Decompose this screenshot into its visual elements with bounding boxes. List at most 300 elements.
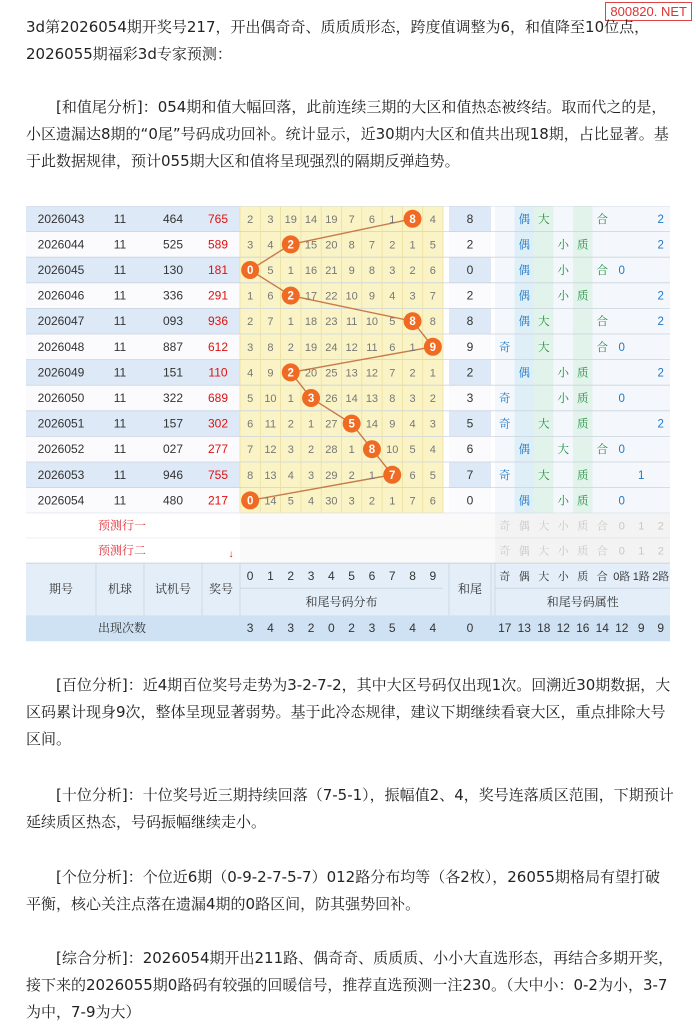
- predict-attr-placeholder: 合: [596, 545, 608, 558]
- miss-count-cell: 3: [348, 495, 355, 508]
- attr-cell: 大: [538, 316, 550, 329]
- miss-count-cell: 10: [386, 444, 399, 457]
- predict-row-label: 预测行一: [97, 518, 147, 533]
- predict-row-bg: [240, 513, 495, 538]
- miss-count-cell: 3: [287, 444, 294, 457]
- miss-count-cell: 5: [247, 393, 254, 405]
- header-attr-label: 大: [538, 571, 550, 584]
- miss-count-cell: 3: [409, 393, 416, 405]
- miss-count-cell: 8: [267, 341, 274, 354]
- miss-count-cell: 4: [307, 495, 315, 508]
- occurrence-digit-count: 2: [307, 621, 315, 636]
- header-attr-title: 和尾号码属性: [546, 595, 619, 610]
- attr-cell: 大: [538, 213, 550, 226]
- miss-count-cell: 14: [365, 418, 379, 431]
- attr-cell: 合: [596, 444, 608, 457]
- occurrence-digit-count: 0: [328, 621, 335, 636]
- miss-count-cell: 12: [345, 341, 358, 354]
- miss-count-cell: 19: [325, 213, 338, 226]
- miss-count-cell: 1: [389, 213, 396, 226]
- miss-count-cell: 13: [345, 367, 358, 380]
- occurrence-attr-count: 12: [556, 621, 570, 636]
- miss-count-cell: 12: [365, 367, 379, 380]
- occurrence-digit-count: 3: [287, 621, 295, 636]
- miss-count-cell: 6: [429, 265, 436, 277]
- attr-cell: 偶: [518, 290, 530, 303]
- machine-cell: 11: [113, 365, 127, 380]
- predict-attr-placeholder: 2: [657, 545, 664, 558]
- miss-count-cell: 3: [409, 290, 416, 303]
- miss-count-cell: 5: [287, 495, 294, 508]
- down-arrow-icon: ↓: [228, 549, 234, 561]
- occurrence-attr-count: 9: [657, 621, 665, 636]
- draw-number-cell: 589: [207, 237, 229, 252]
- attr-cell: 合: [596, 341, 608, 354]
- header-attr-label: 奇: [499, 571, 511, 584]
- occurrence-attr-count: 12: [615, 621, 629, 636]
- attr-cell: 1: [638, 469, 645, 482]
- hit-ball-digit: 8: [368, 444, 376, 457]
- occurrence-attr-count: 14: [595, 621, 609, 636]
- hit-ball-digit: 5: [348, 418, 355, 431]
- predict-attr-placeholder: 质: [577, 520, 589, 533]
- hit-ball-digit: 0: [246, 495, 254, 508]
- miss-count-cell: 16: [304, 265, 318, 277]
- miss-count-cell: 4: [287, 469, 294, 482]
- occurrence-digit-count: 5: [388, 621, 396, 636]
- period-cell: 2026051: [37, 416, 85, 431]
- sum-tail-cell: 7: [466, 467, 474, 482]
- predict-row-label: 预测行二: [97, 543, 147, 558]
- period-cell: 2026048: [37, 339, 85, 354]
- attr-cell: 大: [538, 418, 550, 431]
- header-tail: 和尾: [457, 582, 483, 597]
- miss-count-cell: 11: [366, 341, 378, 354]
- predict-attr-placeholder: 大: [538, 520, 550, 533]
- attr-cell: 2: [657, 367, 664, 380]
- occurrence-digit-count: 4: [409, 621, 416, 636]
- draw-number-cell: 302: [207, 416, 229, 431]
- miss-count-cell: 1: [389, 495, 396, 508]
- period-cell: 2026054: [37, 493, 85, 508]
- miss-count-cell: 2: [307, 444, 315, 457]
- miss-count-cell: 1: [287, 316, 294, 329]
- header-digit: 6: [368, 569, 376, 584]
- attr-cell: 小: [557, 265, 569, 277]
- attr-cell: 奇: [499, 469, 511, 482]
- attr-cell: 质: [577, 495, 589, 508]
- miss-count-cell: 13: [264, 469, 277, 482]
- miss-count-cell: 25: [325, 367, 338, 380]
- predict-attr-placeholder: 0: [618, 545, 625, 558]
- hundreds-analysis: [百位分析]：近4期百位奖号走势为3-2-7-2，其中大区号码仅出现1次。回溯近30期数据，大区码累计现身9次，整体呈现显著弱势。基于此冷态规律，建议下期继续看衰大区，重点排除大号区间。: [26, 676, 671, 748]
- attr-cell: 合: [596, 316, 608, 329]
- occurrence-digit-count: 2: [348, 621, 355, 636]
- miss-count-cell: 26: [325, 393, 338, 405]
- test-number-cell: 887: [162, 339, 184, 354]
- intro-text: [26, 14, 674, 68]
- test-number-cell: 464: [162, 211, 184, 226]
- miss-count-cell: 20: [304, 367, 318, 380]
- machine-cell: 11: [113, 263, 127, 277]
- miss-count-cell: 7: [247, 444, 254, 457]
- miss-count-cell: 9: [368, 290, 376, 303]
- miss-count-cell: 1: [409, 341, 416, 354]
- predict-attr-placeholder: 奇: [499, 545, 511, 558]
- miss-count-cell: 7: [389, 367, 396, 380]
- header-attr-label: 小: [557, 571, 569, 584]
- occurrence-attr-count: 18: [537, 621, 551, 636]
- miss-count-cell: 7: [348, 213, 355, 226]
- miss-count-cell: 11: [264, 418, 277, 431]
- intro-line-2: 2026055期福彩3d专家预测：: [26, 45, 232, 63]
- miss-count-cell: 14: [345, 393, 358, 405]
- miss-count-cell: 1: [429, 367, 436, 380]
- predict-attr-placeholder: 偶: [518, 520, 530, 533]
- miss-count-cell: 3: [247, 341, 254, 354]
- miss-count-cell: 4: [267, 239, 274, 252]
- occurrence-attr-count: 13: [517, 621, 531, 636]
- miss-count-cell: 7: [368, 239, 376, 252]
- attr-cell: 质: [577, 239, 589, 252]
- predict-attr-placeholder: 质: [577, 545, 589, 558]
- draw-number-cell: 755: [207, 467, 229, 482]
- test-number-cell: 480: [162, 493, 184, 508]
- miss-count-cell: 5: [389, 316, 396, 329]
- machine-cell: 11: [113, 288, 127, 303]
- miss-count-cell: 4: [247, 367, 254, 380]
- period-cell: 2026044: [37, 237, 85, 252]
- miss-count-cell: 3: [307, 469, 315, 482]
- sum-tail-cell: 2: [466, 237, 474, 252]
- miss-count-cell: 6: [368, 213, 376, 226]
- occurrence-attr-count: 16: [576, 621, 590, 636]
- machine-cell: 11: [113, 314, 127, 329]
- predict-attr-placeholder: 1: [638, 520, 645, 533]
- miss-count-cell: 28: [325, 444, 338, 457]
- attr-cell: 2: [657, 213, 664, 226]
- miss-count-cell: 22: [325, 290, 338, 303]
- attr-cell: 偶: [518, 239, 530, 252]
- predict-attr-placeholder: 大: [538, 545, 550, 558]
- attr-cell: 偶: [518, 213, 530, 226]
- miss-count-cell: 6: [247, 418, 254, 431]
- attr-cell: 小: [557, 290, 569, 303]
- machine-cell: 11: [113, 211, 127, 226]
- hit-ball-digit: 2: [287, 367, 294, 380]
- miss-count-cell: 5: [409, 444, 416, 457]
- header-attr-label: 偶: [518, 571, 530, 584]
- header-digit: 5: [348, 569, 355, 584]
- miss-count-cell: 6: [389, 341, 396, 354]
- attr-cell: 合: [596, 265, 608, 277]
- attr-cell: 小: [557, 239, 569, 252]
- miss-count-cell: 17: [304, 290, 318, 303]
- predict-attr-placeholder: 奇: [499, 520, 511, 533]
- miss-count-cell: 2: [348, 469, 355, 482]
- predict-row-bg: [240, 538, 495, 563]
- attr-cell: 质: [577, 290, 589, 303]
- predict-attr-placeholder: 偶: [518, 545, 530, 558]
- header-digit: 3: [307, 569, 315, 584]
- test-number-cell: 322: [162, 391, 184, 405]
- header-draw-number: 奖号: [208, 582, 234, 597]
- miss-count-cell: 10: [345, 290, 358, 303]
- trend-chart-table: [26, 206, 670, 644]
- header-digit: 7: [388, 569, 396, 584]
- header-digit: 0: [246, 569, 254, 584]
- header-digit: 2: [287, 569, 295, 584]
- header-digit: 1: [267, 569, 274, 584]
- sum-tail-analysis: [和值尾分析]：054期和值大幅回落，此前连续三期的大区和值热态被终结。取而代之的是，小区遗漏达8期的“0尾”号码成功回补。统计显示，近30期内大区和值共出现18期，占比显著。基于此数据规律，预计055期大区和值将呈现强烈的隔期反弹趋势。: [26, 98, 669, 170]
- miss-count-cell: 1: [307, 418, 315, 431]
- attr-cell: 偶: [518, 367, 530, 380]
- miss-count-cell: 2: [409, 367, 416, 380]
- miss-count-cell: 9: [389, 418, 396, 431]
- miss-count-cell: 1: [247, 290, 254, 303]
- miss-count-cell: 6: [409, 469, 416, 482]
- miss-count-cell: 4: [389, 290, 396, 303]
- header-period: 期号: [48, 582, 74, 597]
- miss-count-cell: 5: [267, 265, 274, 277]
- attr-cell: 偶: [518, 316, 530, 329]
- period-cell: 2026046: [37, 288, 85, 303]
- site-watermark: 800820. NET: [605, 2, 692, 21]
- predict-attr-placeholder: 2: [657, 520, 664, 533]
- miss-count-cell: 5: [429, 469, 436, 482]
- miss-count-cell: 14: [304, 213, 318, 226]
- tens-analysis: [十位分析]：十位奖号近三期持续回落（7-5-1），振幅值2、4，奖号连落质区范围，下期预计延续质区热态，号码振幅继续走小。: [26, 786, 674, 831]
- miss-count-cell: 6: [429, 495, 436, 508]
- miss-count-cell: 4: [429, 444, 436, 457]
- predict-attr-placeholder: 合: [596, 520, 608, 533]
- occurrence-attr-count: 9: [637, 621, 645, 636]
- occurrence-digit-count: 4: [429, 621, 437, 636]
- hit-ball-digit: 9: [429, 341, 437, 354]
- draw-number-cell: 936: [207, 314, 229, 329]
- miss-count-cell: 1: [368, 469, 376, 482]
- sum-tail-cell: 2: [466, 365, 474, 380]
- period-cell: 2026053: [37, 467, 85, 482]
- miss-count-cell: 11: [345, 316, 358, 329]
- machine-cell: 11: [113, 339, 127, 354]
- draw-number-cell: 110: [208, 365, 228, 380]
- miss-count-cell: 1: [287, 265, 294, 277]
- predict-attr-placeholder: 0: [618, 520, 625, 533]
- miss-count-cell: 4: [429, 213, 436, 226]
- sum-tail-cell: 5: [466, 416, 474, 431]
- attr-cell: 合: [596, 213, 608, 226]
- sum-tail-cell: 0: [466, 493, 474, 508]
- period-cell: 2026043: [37, 211, 85, 226]
- hit-ball-digit: 7: [389, 469, 396, 482]
- header-digit: 9: [429, 569, 437, 584]
- miss-count-cell: 3: [389, 265, 396, 277]
- intro-line-1: 3d第2026054期开奖号217，开出偶奇奇、质质质形态，跨度值调整为6，和值降至10位点，: [26, 18, 650, 36]
- miss-count-cell: 10: [365, 316, 379, 329]
- miss-count-cell: 2: [247, 213, 254, 226]
- miss-count-cell: 6: [267, 290, 274, 303]
- miss-count-cell: 19: [284, 213, 297, 226]
- miss-count-cell: 18: [304, 316, 318, 329]
- attr-cell: 2: [657, 418, 664, 431]
- hit-ball-digit: 8: [409, 213, 416, 226]
- attr-cell: 0: [618, 341, 625, 354]
- header-digit: 8: [409, 569, 416, 584]
- miss-count-cell: 2: [287, 418, 294, 431]
- attr-cell: 大: [557, 444, 569, 457]
- machine-cell: 11: [113, 391, 127, 405]
- period-cell: 2026047: [37, 314, 85, 329]
- attr-cell: 奇: [499, 393, 511, 405]
- miss-count-cell: 10: [264, 393, 277, 405]
- miss-count-cell: 9: [348, 265, 355, 277]
- attr-cell: 奇: [499, 341, 511, 354]
- miss-count-cell: 2: [429, 393, 436, 405]
- miss-count-cell: 1: [348, 444, 355, 457]
- sum-tail-cell: 8: [466, 211, 474, 226]
- test-number-cell: 157: [162, 416, 184, 431]
- miss-count-cell: 19: [304, 341, 318, 354]
- occurrence-attr-count: 17: [498, 621, 512, 636]
- sum-tail-cell: 8: [466, 314, 474, 329]
- test-number-cell: 130: [162, 263, 184, 277]
- miss-count-cell: 8: [389, 393, 396, 405]
- miss-count-cell: 9: [267, 367, 274, 380]
- miss-count-cell: 30: [325, 495, 338, 508]
- units-analysis: [个位分析]：个位近6期（0-9-2-7-5-7）012路分布均等（各2枚），26055期格局有望打破平衡，核心关注点落在遗漏4期的0路区间，防其强势回补。: [26, 868, 660, 913]
- summary-analysis: [综合分析]：2026054期开出211路、偶奇奇、质质质、小小大直选形态，再结合多期开奖，接下来的2026055期0路码有较强的回暖信号，推荐直选预测一注230。（大中小：0-2为小，3-7为中，7-9为大）: [26, 949, 674, 1021]
- miss-count-cell: 5: [429, 239, 436, 252]
- predict-attr-placeholder: 小: [557, 545, 569, 558]
- miss-count-cell: 7: [429, 290, 436, 303]
- miss-count-cell: 29: [325, 469, 338, 482]
- test-number-cell: 151: [162, 365, 184, 380]
- attr-cell: 0: [618, 444, 625, 457]
- miss-count-cell: 23: [325, 316, 338, 329]
- hit-ball-digit: 2: [287, 239, 294, 252]
- sum-tail-cell: 2: [466, 288, 474, 303]
- attr-cell: 质: [577, 469, 589, 482]
- attr-cell: 0: [618, 265, 625, 277]
- attr-cell: 小: [557, 495, 569, 508]
- miss-count-cell: 8: [247, 469, 254, 482]
- test-number-cell: 336: [162, 288, 184, 303]
- header-attr-label: 质: [577, 571, 589, 584]
- draw-number-cell: 181: [207, 263, 229, 277]
- miss-count-cell: 4: [409, 418, 416, 431]
- miss-count-cell: 8: [368, 265, 376, 277]
- miss-count-cell: 12: [264, 444, 277, 457]
- miss-count-cell: 14: [264, 495, 277, 508]
- test-number-cell: 946: [162, 467, 184, 482]
- attr-cell: 偶: [518, 265, 530, 277]
- header-attr-label: 2路: [652, 571, 670, 584]
- draw-number-cell: 277: [207, 442, 229, 457]
- miss-count-cell: 7: [267, 316, 274, 329]
- attr-cell: 小: [557, 393, 569, 405]
- occurrence-digit-count: 3: [246, 621, 254, 636]
- miss-count-cell: 1: [409, 239, 416, 252]
- miss-count-cell: 21: [325, 265, 338, 277]
- attr-cell: 质: [577, 418, 589, 431]
- attr-cell: 0: [618, 393, 625, 405]
- test-number-cell: 093: [162, 314, 184, 329]
- attr-cell: 2: [657, 290, 664, 303]
- attr-cell: 大: [538, 469, 550, 482]
- sum-tail-cell: 3: [466, 391, 474, 405]
- draw-number-cell: 291: [207, 288, 229, 303]
- hit-ball-digit: 0: [246, 265, 254, 277]
- miss-count-cell: 3: [247, 239, 254, 252]
- attr-cell: 奇: [499, 418, 511, 431]
- miss-count-cell: 20: [325, 239, 338, 252]
- miss-count-cell: 15: [304, 239, 318, 252]
- draw-number-cell: 765: [207, 211, 229, 226]
- attr-cell: 质: [577, 393, 589, 405]
- occurrence-digit-count: 3: [368, 621, 376, 636]
- header-test-number: 试机号: [154, 582, 192, 597]
- draw-number-cell: 217: [207, 493, 229, 508]
- occurrence-label: 出现次数: [97, 621, 147, 636]
- period-cell: 2026049: [37, 365, 85, 380]
- machine-cell: 11: [113, 493, 127, 508]
- hit-ball-digit: 2: [287, 290, 294, 303]
- miss-count-cell: 2: [389, 239, 396, 252]
- miss-count-cell: 2: [368, 495, 376, 508]
- header-attr-label: 合: [596, 571, 608, 584]
- sum-tail-cell: 6: [466, 442, 474, 457]
- period-cell: 2026050: [37, 391, 85, 405]
- hit-ball-digit: 8: [409, 316, 416, 329]
- miss-count-cell: 27: [325, 418, 338, 431]
- miss-count-cell: 24: [325, 341, 338, 354]
- attr-cell: 质: [577, 367, 589, 380]
- draw-number-cell: 612: [207, 339, 229, 354]
- attr-cell: 大: [538, 341, 550, 354]
- predict-attr-placeholder: 小: [557, 520, 569, 533]
- predict-attr-placeholder: 1: [638, 545, 645, 558]
- header-machine: 机球: [107, 582, 133, 597]
- miss-count-cell: 2: [409, 265, 416, 277]
- machine-cell: 11: [113, 237, 127, 252]
- hit-ball-digit: 3: [307, 393, 315, 405]
- attr-cell: 偶: [518, 444, 530, 457]
- miss-count-cell: 2: [247, 316, 254, 329]
- miss-count-cell: 1: [287, 393, 294, 405]
- occurrence-digit-count: 4: [267, 621, 274, 636]
- header-attr-label: 0路: [613, 571, 631, 584]
- miss-count-cell: 8: [348, 239, 355, 252]
- attr-cell: 0: [618, 495, 625, 508]
- header-digit: 4: [328, 569, 335, 584]
- miss-count-cell: 3: [267, 213, 274, 226]
- test-number-cell: 525: [162, 237, 184, 252]
- machine-cell: 11: [113, 467, 127, 482]
- sum-tail-cell: 9: [466, 339, 474, 354]
- miss-count-cell: 3: [429, 418, 436, 431]
- attr-cell: 小: [557, 367, 569, 380]
- machine-cell: 11: [113, 442, 127, 457]
- miss-count-cell: 8: [429, 316, 436, 329]
- miss-count-cell: 7: [409, 495, 416, 508]
- header-dist-title: 和尾号码分布: [305, 595, 378, 610]
- attr-cell: 2: [657, 239, 664, 252]
- test-number-cell: 027: [162, 442, 184, 457]
- period-cell: 2026045: [37, 263, 85, 277]
- miss-count-cell: 13: [365, 393, 379, 405]
- attr-cell: 偶: [518, 495, 530, 508]
